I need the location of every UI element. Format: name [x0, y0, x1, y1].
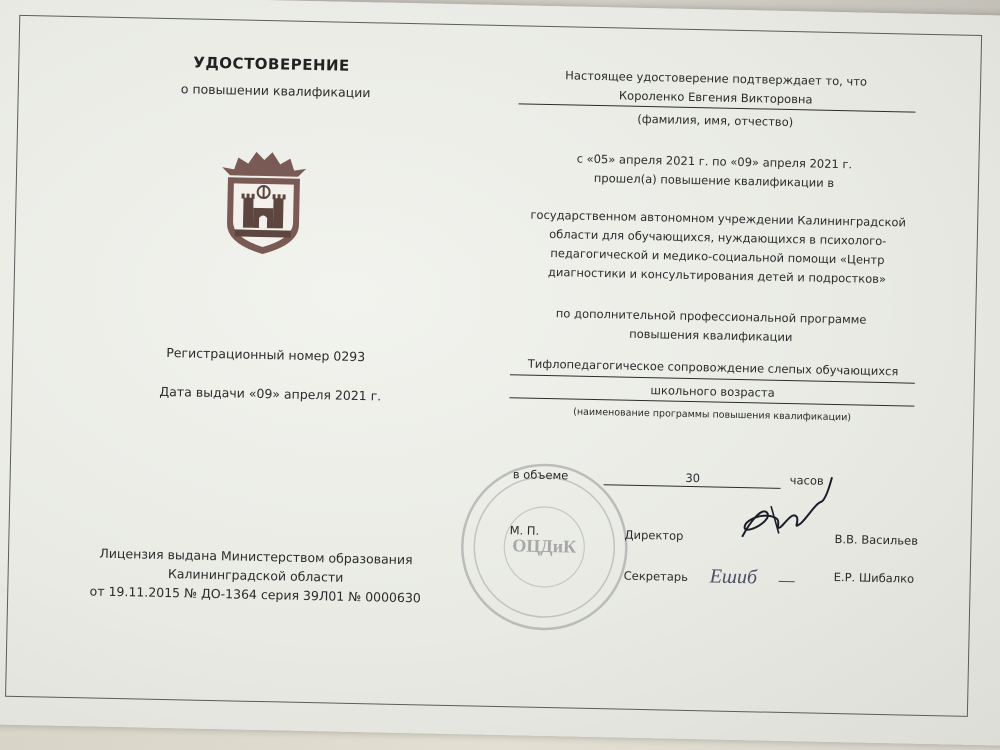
secretary-signature: Ешиб — [709, 565, 758, 589]
institution-name: государственном автономном учреждении Калининградской области для обучающихся, нуждающихся в психолого-педагогической и медико-социальной помощи «Центр диагностики и консультирования детей и подростков» — [530, 207, 907, 287]
program-caption: (наименование программы повышения квалификации) — [573, 406, 852, 424]
stamp-label: М. П. — [509, 523, 540, 538]
passed-text: прошел(а) повышение квалификации в — [593, 170, 835, 190]
program-intro: по дополнительной профессиональной программе повышения квалификации — [555, 306, 867, 345]
person-name: Короленко Евгения Викторовна — [618, 88, 813, 107]
director-name: В.В. Васильев — [834, 532, 919, 548]
hours-label: часов — [789, 473, 824, 488]
coat-of-arms-icon — [214, 139, 312, 259]
director-label: Директор — [624, 527, 684, 543]
program-name-line-2: школьного возраста — [650, 383, 775, 400]
director-signature-icon — [734, 472, 835, 546]
certificate-title: УДОСТОВЕРЕНИЕ — [193, 53, 350, 75]
round-stamp-icon — [457, 459, 633, 635]
program-name-line-1: Тифлопедагогическое сопровождение слепых обучающихся — [527, 356, 899, 379]
name-caption: (фамилия, имя, отчество) — [637, 111, 794, 130]
intro-text: Настоящее удостоверение подтверждает то, что — [565, 68, 868, 89]
issue-date: Дата выдачи «09» апреля 2021 г. — [159, 383, 382, 404]
hours-value: 30 — [685, 470, 701, 486]
secretary-label: Секретарь — [623, 568, 689, 584]
license-line-2: Калининградской области — [167, 566, 344, 585]
stamp-text: ОЦДиК — [512, 535, 577, 557]
registration-number: Регистрационный номер 0293 — [166, 345, 366, 365]
secretary-name: Е.Р. Шибалко — [833, 570, 915, 586]
license-line-3: от 19.11.2015 № ДО-1364 серия 39Л01 № 0000630 — [89, 583, 421, 606]
volume-label: в объеме — [512, 467, 569, 483]
license-line-1: Лицензия выдана Министерством образования — [99, 545, 413, 568]
study-period: с «05» апреля 2021 г. по «09» апреля 2021 г. — [576, 151, 853, 172]
certificate-subtitle: о повышении квалификации — [180, 81, 371, 101]
